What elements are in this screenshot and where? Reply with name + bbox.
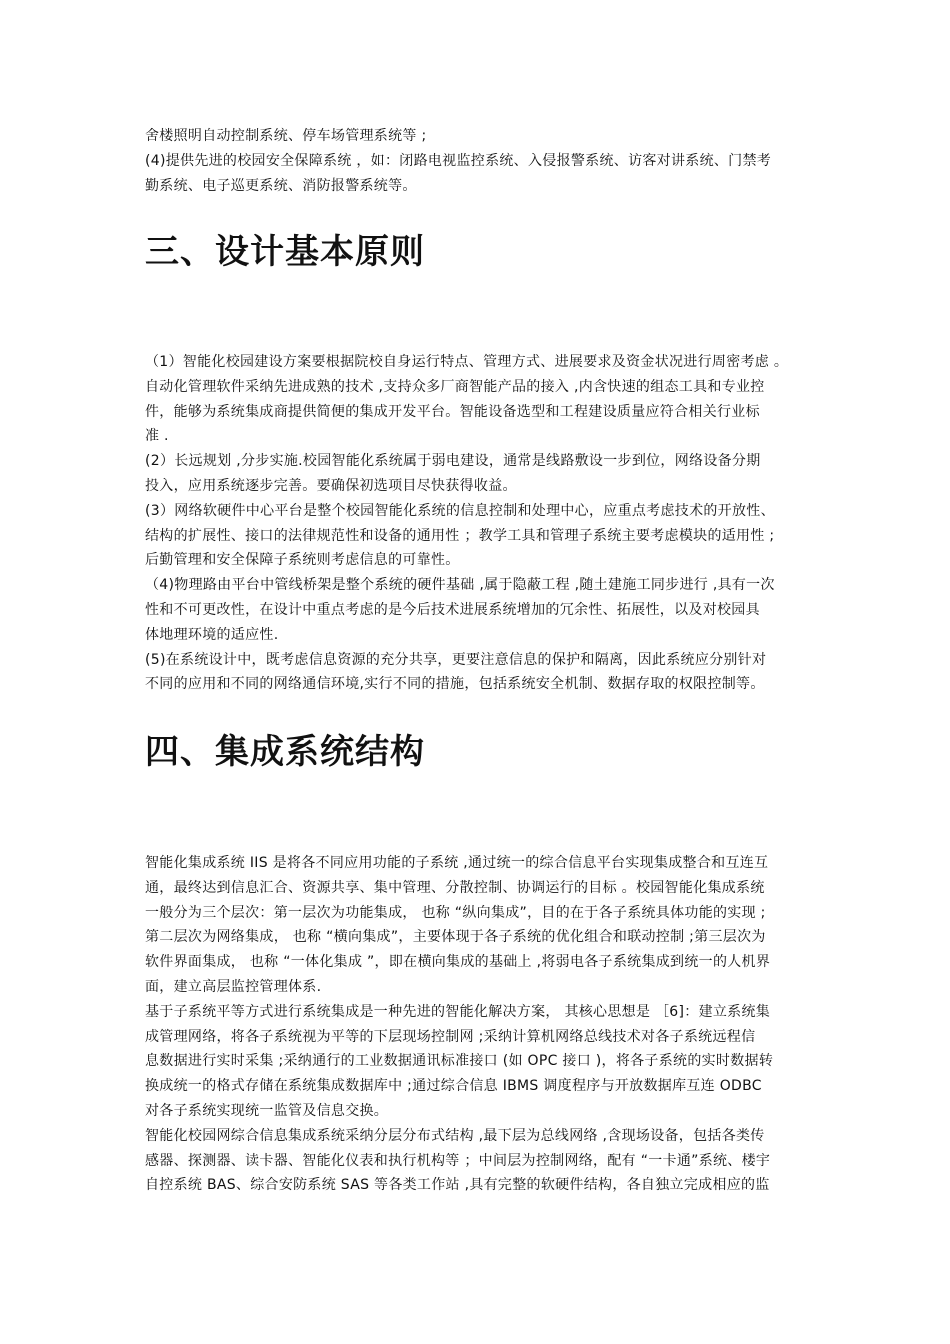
text-line: 件，能够为系统集成商提供简便的集成开发平台。智能设备选型和工程建设质量应符合相关行业标 — [145, 403, 760, 420]
section-heading-4: 四、集成系统结构 — [145, 732, 425, 772]
text-line: 勤系统、电子巡更系统、消防报警系统等。 — [145, 177, 417, 194]
section-4-body — [145, 851, 815, 1198]
section-heading-3: 三、设计基本原则 — [145, 232, 425, 272]
text-line: 第二层次为网络集成， 也称 “横向集成”，主要体现于各子系统的优化组合和联动控制 ;第三层次为 — [145, 929, 766, 946]
text-line: (4)提供先进的校园安全保障系统 ，如：闭路电视监控系统、入侵报警系统、访客对讲系统、门禁考 — [145, 152, 772, 169]
text-line: (2）长远规划 ,分步实施.校园智能化系统属于弱电建设，通常是线路敷设一步到位，网络设备分期 — [145, 453, 761, 470]
text-line: 性和不可更改性，在设计中重点考虑的是今后技术进展系统增加的冗余性、拓展性，以及对校园具 — [145, 601, 760, 618]
text-line: 成管理网络，将各子系统视为平等的下层现场控制网 ;采纳计算机网络总线技术对各子系统远程信 — [145, 1028, 756, 1045]
text-line: （1）智能化校园建设方案要根据院校自身运行特点、管理方式、进展要求及资金状况进行周密考虑 。 — [145, 354, 789, 370]
text-line: 后勤管理和安全保障子系统则考虑信息的可靠性。 — [145, 552, 460, 569]
section-3-body — [145, 350, 815, 697]
text-line: 智能化校园网综合信息集成系统采纳分层分布式结构 ,最下层为总线网络 ,含现场设备，包括各类传 — [145, 1127, 765, 1144]
text-line: (3）网络软硬件中心平台是整个校园智能化系统的信息控制和处理中心，应重点考虑技术的开放性、 — [145, 502, 775, 519]
text-line: 息数据进行实时采集 ;采纳通行的工业数据通讯标准接口 (如 OPC 接口 )，将各子系统的实时数据转 — [145, 1053, 774, 1070]
text-line: 投入，应用系统逐步完善。要确保初选项目尽快获得收益。 — [145, 477, 517, 494]
text-line: 面，建立高层监控管理体系. — [145, 978, 322, 995]
text-line: (5)在系统设计中，既考虑信息资源的充分共享，更要注意信息的保护和隔离，因此系统应分别针对 — [145, 651, 767, 668]
text-line: 通，最终达到信息汇合、资源共享、集中管理、分散控制、协调运行的目标 。校园智能化集成系统 — [145, 879, 765, 896]
text-line: 一般分为三个层次：第一层次为功能集成， 也称 “纵向集成”，目的在于各子系统具体功能的实现 ; — [145, 904, 766, 921]
text-line: 准 . — [145, 428, 169, 445]
text-line: （4)物理路由平台中管线桥架是整个系统的硬件基础 ,属于隐蔽工程 ,随土建施工同步进行 ,具有一次 — [145, 577, 775, 594]
intro-paragraph — [145, 124, 815, 198]
text-line: 体地理环境的适应性. — [145, 626, 279, 643]
text-line: 舍楼照明自动控制系统、停车场管理系统等 ; — [145, 128, 427, 144]
text-line: 基于子系统平等方式进行系统集成是一种先进的智能化解决方案， 其核心思想是 ［6]：建立系统集 — [145, 1003, 771, 1020]
text-line: 自控系统 BAS、综合安防系统 SAS 等各类工作站 ,具有完整的软硬件结构，各自独立完成相应的监 — [145, 1177, 770, 1194]
text-line: 软件界面集成， 也称 “一体化集成 ”，即在横向集成的基础上 ,将弱电各子系统集成到统一的人机界 — [145, 954, 771, 971]
text-line: 不同的应用和不同的网络通信环境,实行不同的措施，包括系统安全机制、数据存取的权限控制等。 — [145, 676, 765, 693]
text-line: 换成统一的格式存储在系统集成数据库中 ;通过综合信息 IBMS 调度程序与开放数据库互连 ODBC — [145, 1078, 762, 1095]
text-line: 智能化集成系统 IIS 是将各不同应用功能的子系统 ,通过统一的综合信息平台实现集成整合和互连互 — [145, 855, 769, 871]
text-line: 自动化管理软件采纳先进成熟的技术 ,支持众多厂商智能产品的接入 ,内含快速的组态工具和专业控 — [145, 378, 765, 395]
text-line: 结构的扩展性、接口的法律规范性和设备的通用性 ；教学工具和管理子系统主要考虑模块的适用性 ; — [145, 527, 775, 544]
text-line: 感器、探测器、读卡器、智能化仪表和执行机构等 ；中间层为控制网络，配有 “一卡通”系统、楼宇 — [145, 1152, 771, 1169]
text-line: 对各子系统实现统一监管及信息交换。 — [145, 1102, 389, 1119]
